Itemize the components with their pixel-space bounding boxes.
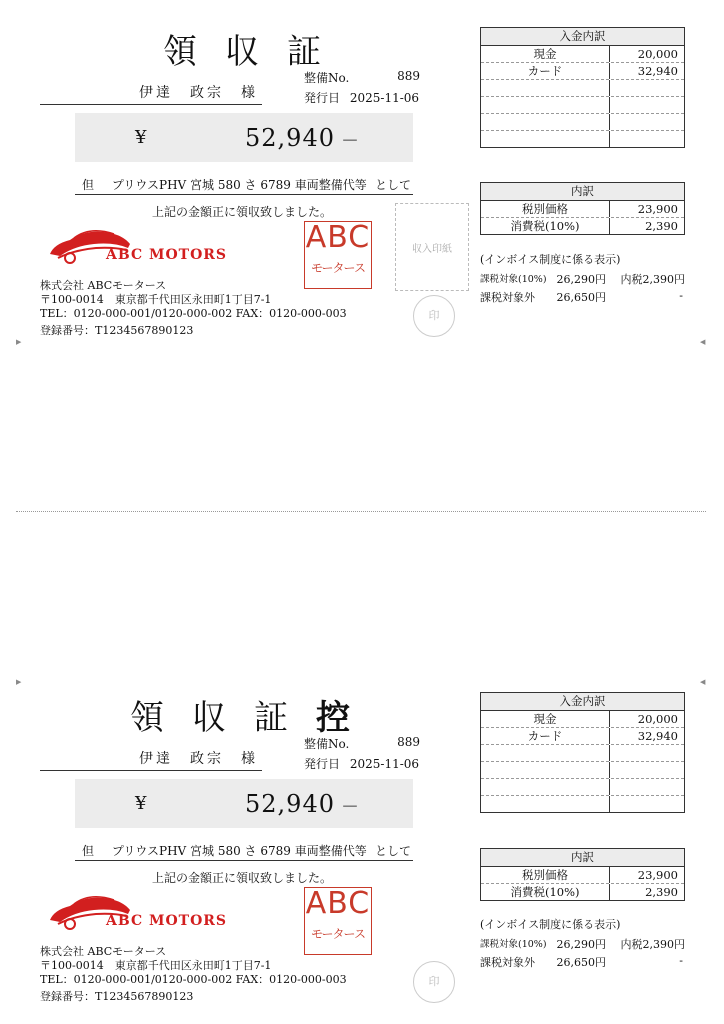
invoice-taxable-row xyxy=(480,271,685,287)
table-row xyxy=(481,46,684,63)
customer-name-text: 伊達 政宗 様 xyxy=(139,85,258,101)
invoice-heading: (インボイス制度に係る表示) xyxy=(480,253,621,266)
breakdown-value: 2,390 xyxy=(645,885,678,899)
table-row xyxy=(481,711,684,728)
payment-label xyxy=(481,796,610,812)
company-seal xyxy=(304,221,372,289)
seibi-number xyxy=(304,69,420,86)
table-row xyxy=(481,762,684,779)
invoice-heading: (インボイス制度に係る表示) xyxy=(480,918,621,931)
payment-label xyxy=(481,762,610,778)
seibi-label: 整備No. xyxy=(304,71,350,85)
company-address: 〒100-0014 東京都千代田区永田町1丁目7-1 xyxy=(40,293,272,306)
payment-value xyxy=(610,97,684,113)
payment-value: 20,000 xyxy=(637,712,678,726)
payment-value xyxy=(610,779,684,795)
payment-value xyxy=(610,80,684,96)
invoice-exempt-amount: 26,650円 xyxy=(556,291,606,304)
company-seal xyxy=(304,887,372,955)
invoice-exempt-tax: - xyxy=(679,289,683,302)
revenue-stamp-label: 収入印紙 xyxy=(412,244,452,255)
payment-value: 32,940 xyxy=(637,729,678,743)
table-row xyxy=(481,867,684,884)
payment-table xyxy=(480,692,685,813)
received-statement: 上記の金額正に領収致しました。 xyxy=(152,205,333,219)
payment-value: 20,000 xyxy=(637,47,678,61)
table-row xyxy=(481,779,684,796)
seal-motors: モータース xyxy=(311,261,365,275)
issue-date-value: 2025-11-06 xyxy=(349,757,420,771)
table-row xyxy=(481,114,684,131)
table-row xyxy=(481,884,684,900)
invoice-taxable-label: 課税対象(10%) xyxy=(480,274,547,285)
description-text: プリウスPHV 宮城 580 さ 6789 車両整備代等 xyxy=(111,178,367,192)
breakdown-table xyxy=(480,182,685,235)
tadashi: 但 xyxy=(82,844,95,858)
receipt-copy xyxy=(0,512,724,1024)
seal-circle xyxy=(413,961,455,1003)
table-row xyxy=(481,201,684,218)
amount-dash: － xyxy=(341,131,359,152)
invoice-taxable-row xyxy=(480,936,685,952)
invoice-taxable-label: 課税対象(10%) xyxy=(480,939,547,950)
amount-box xyxy=(75,779,413,828)
table-row xyxy=(481,63,684,80)
invoice-exempt-amount: 26,650円 xyxy=(556,956,606,969)
breakdown-label: 税別価格 xyxy=(481,201,610,217)
invoice-taxable-tax: 内税2,390円 xyxy=(620,938,685,951)
company-reg: 登録番号：T1234567890123 xyxy=(40,990,194,1003)
fold-mark-right-icon: ◀ xyxy=(700,338,706,346)
table-row xyxy=(481,97,684,114)
payment-label: カード xyxy=(481,728,610,744)
breakdown-table xyxy=(480,848,685,901)
invoice-taxable-tax: 内税2,390円 xyxy=(620,273,685,286)
company-address: 〒100-0014 東京都千代田区永田町1丁目7-1 xyxy=(40,959,272,972)
issue-date xyxy=(304,755,420,772)
amount-box xyxy=(75,113,413,162)
payment-label xyxy=(481,80,610,96)
issue-date-label: 発行日 xyxy=(304,91,341,105)
receipt-title: 領収証 xyxy=(163,32,349,72)
company-logo xyxy=(44,888,244,934)
payment-label xyxy=(481,131,610,147)
copy-mark: 控 xyxy=(316,698,378,738)
company-name: 株式会社 ABCモータース xyxy=(40,279,167,292)
payment-label xyxy=(481,779,610,795)
invoice-taxable-amount: 26,290円 xyxy=(556,938,606,951)
invoice-exempt-label: 課税対象外 xyxy=(480,956,535,969)
seal-circle-label: 印 xyxy=(428,309,440,322)
breakdown-label: 消費税(10%) xyxy=(481,884,610,900)
invoice-exempt-row xyxy=(480,289,685,305)
breakdown-table-header: 内訳 xyxy=(481,849,684,867)
payment-label xyxy=(481,97,610,113)
table-row xyxy=(481,131,684,147)
company-name: 株式会社 ABCモータース xyxy=(40,945,167,958)
issue-date-label: 発行日 xyxy=(304,757,341,771)
description-text: プリウスPHV 宮城 580 さ 6789 車両整備代等 xyxy=(111,844,367,858)
breakdown-value: 2,390 xyxy=(645,219,678,233)
description-line xyxy=(75,176,413,195)
logo-text: ABC MOTORS xyxy=(106,913,228,929)
payment-value xyxy=(610,796,684,812)
payment-label: 現金 xyxy=(481,46,610,62)
receipt-title-text: 領収証 xyxy=(130,698,316,738)
payment-value: 32,940 xyxy=(637,64,678,78)
payment-value xyxy=(610,762,684,778)
company-tel: TEL：0120-000-001/0120-000-002 FAX：0120-000-003 xyxy=(40,307,347,320)
seibi-number xyxy=(304,735,420,752)
tadashi: 但 xyxy=(82,178,95,192)
payment-table-header: 入金内訳 xyxy=(481,693,684,711)
amount-dash: － xyxy=(341,797,359,818)
customer-name xyxy=(40,748,262,771)
payment-label xyxy=(481,745,610,761)
description-line xyxy=(75,842,413,861)
payment-label xyxy=(481,114,610,130)
yen-symbol: ¥ xyxy=(135,793,147,814)
payment-label: カード xyxy=(481,63,610,79)
invoice-exempt-row xyxy=(480,954,685,970)
yen-symbol: ¥ xyxy=(135,127,147,148)
seal-motors: モータース xyxy=(311,927,365,941)
fold-mark-left-icon: ▶ xyxy=(16,678,22,686)
payment-table-header: 入金内訳 xyxy=(481,28,684,46)
seibi-value: 889 xyxy=(397,735,420,749)
seal-circle xyxy=(413,295,455,337)
payment-value xyxy=(610,131,684,147)
amount-value: 52,940 xyxy=(245,790,335,818)
receipt-title xyxy=(130,690,378,739)
amount-value: 52,940 xyxy=(245,124,335,152)
table-row xyxy=(481,218,684,234)
customer-name-text: 伊達 政宗 様 xyxy=(139,751,258,767)
customer-name xyxy=(40,82,262,105)
issue-date-value: 2025-11-06 xyxy=(349,91,420,105)
company-logo xyxy=(44,222,244,268)
payment-value xyxy=(610,114,684,130)
seal-abc: ABC xyxy=(305,886,371,921)
invoice-exempt-tax: - xyxy=(679,954,683,967)
table-row xyxy=(481,745,684,762)
breakdown-value: 23,900 xyxy=(637,202,678,216)
seibi-label: 整備No. xyxy=(304,737,350,751)
seal-circle-label: 印 xyxy=(428,975,440,988)
invoice-exempt-label: 課税対象外 xyxy=(480,291,535,304)
payment-table xyxy=(480,27,685,148)
seal-abc: ABC xyxy=(305,220,371,255)
table-row xyxy=(481,796,684,812)
breakdown-label: 税別価格 xyxy=(481,867,610,883)
company-tel: TEL：0120-000-001/0120-000-002 FAX：0120-000-003 xyxy=(40,973,347,986)
invoice-taxable-amount: 26,290円 xyxy=(556,273,606,286)
received-statement: 上記の金額正に領収致しました。 xyxy=(152,871,333,885)
payment-label: 現金 xyxy=(481,711,610,727)
issue-date xyxy=(304,89,420,106)
table-row xyxy=(481,728,684,745)
breakdown-value: 23,900 xyxy=(637,868,678,882)
fold-mark-left-icon: ▶ xyxy=(16,338,22,346)
fold-mark-right-icon: ◀ xyxy=(700,678,706,686)
payment-value xyxy=(610,745,684,761)
breakdown-table-header: 内訳 xyxy=(481,183,684,201)
breakdown-label: 消費税(10%) xyxy=(481,218,610,234)
seibi-value: 889 xyxy=(397,69,420,83)
company-reg: 登録番号：T1234567890123 xyxy=(40,324,194,337)
revenue-stamp-box xyxy=(395,203,469,291)
table-row xyxy=(481,80,684,97)
toshite: として xyxy=(374,844,411,858)
toshite: として xyxy=(374,178,411,192)
logo-text: ABC MOTORS xyxy=(106,247,228,263)
